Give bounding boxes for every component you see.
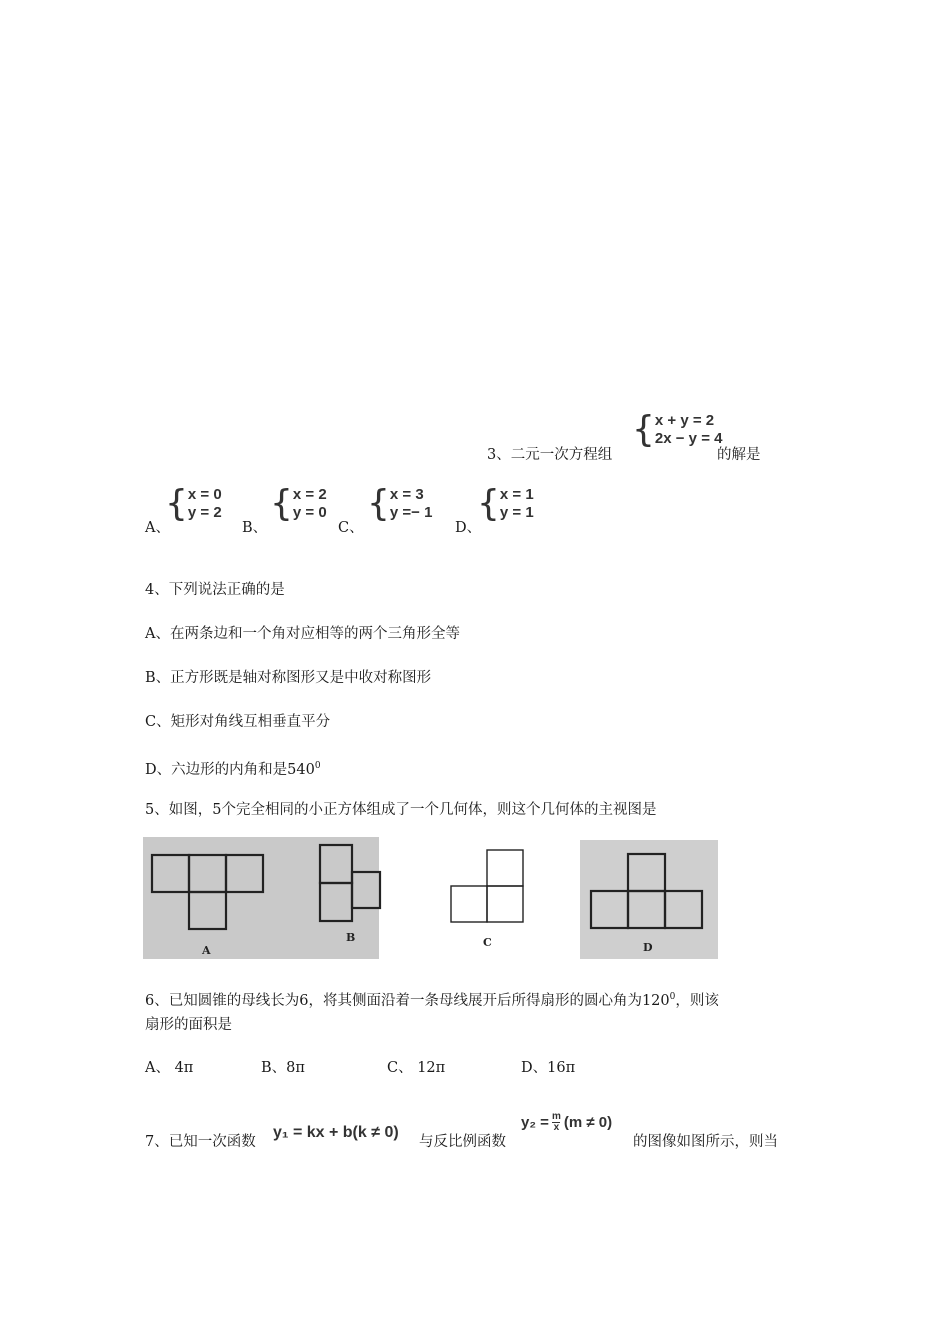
q3-option-d-eq1: x = 1 xyxy=(499,486,534,503)
q4-stem: 4、下列说法正确的是 xyxy=(145,582,285,598)
q4-option-b: B、正方形既是轴对称图形又是中收对称图形 xyxy=(145,670,432,686)
q5-figure-strip xyxy=(143,837,718,959)
q6-option-c: C、 12π xyxy=(387,1060,446,1076)
q5-figure-b xyxy=(320,845,380,921)
q7-suffix: 的图像如图所示，则当 xyxy=(633,1134,778,1150)
q5-figure-d xyxy=(591,854,702,928)
q3-option-a-label: A、 xyxy=(145,520,170,536)
q3-option-d-eq2: y = 1 xyxy=(499,504,534,521)
q3-option-c-label: C、 xyxy=(338,520,364,536)
left-brace-icon: { xyxy=(367,483,390,524)
left-brace-icon: { xyxy=(477,483,500,524)
q3-equation-1: x + y = 2 xyxy=(654,412,715,429)
q4-option-c: C、矩形对角线互相垂直平分 xyxy=(145,714,331,730)
q5-figure-label-d: D xyxy=(643,941,653,954)
q5-figure-label-b: B xyxy=(346,931,356,944)
q6-option-a: A、 4π xyxy=(145,1060,194,1076)
q3-option-a-system xyxy=(165,483,222,524)
q5-figure-c xyxy=(451,850,523,922)
q3-equation-2: 2x − y = 4 xyxy=(654,430,723,447)
q3-option-a-eq2: y = 2 xyxy=(187,504,222,521)
q3-option-b-eq2: y = 0 xyxy=(292,504,327,521)
q5-figure-label-c: C xyxy=(483,936,492,949)
q3-suffix: 的解是 xyxy=(717,447,761,463)
q3-option-b-system xyxy=(270,483,327,524)
q5-figure-a xyxy=(152,855,263,929)
q3-option-c-eq2: y =− 1 xyxy=(389,504,433,521)
q7-func2-fraction xyxy=(552,1112,561,1133)
q3-option-d-label: D、 xyxy=(455,520,482,536)
q5-figure-label-a: A xyxy=(202,944,211,957)
q7-middle: 与反比例函数 xyxy=(419,1134,506,1150)
q3-option-b-label: B、 xyxy=(242,520,268,536)
q3-equation-system xyxy=(632,409,723,450)
q3-option-a-eq1: x = 0 xyxy=(187,486,222,503)
q3-option-c-system xyxy=(367,483,433,524)
left-brace-icon: { xyxy=(270,483,293,524)
q7-func2-lhs: y₂ = xyxy=(521,1114,549,1131)
q6-option-d: D、16π xyxy=(521,1060,576,1076)
left-brace-icon: { xyxy=(632,409,655,450)
q4-option-a: A、在两条边和一个角对应相等的两个三角形全等 xyxy=(145,626,460,642)
q3-prefix: 3、二元一次方程组 xyxy=(487,447,613,463)
q7-func2-denominator: x xyxy=(553,1122,560,1133)
q6-stem-line1 xyxy=(145,987,719,1011)
q7-linear-function: y₁ = kx + b(k ≠ 0) xyxy=(273,1124,399,1141)
q6-stem-part2: ，则该 xyxy=(675,992,719,1009)
q7-func2-numerator: m xyxy=(551,1111,561,1122)
q5-stem: 5、如图，5个完全相同的小正方体组成了一个几何体，则这个几何体的主视图是 xyxy=(145,802,657,818)
q7-prefix: 7、已知一次函数 xyxy=(145,1134,256,1150)
degree-sup: 0 xyxy=(314,761,321,771)
q6-option-b: B、8π xyxy=(261,1060,305,1076)
q5-figures-svg xyxy=(143,837,718,959)
q3-option-d-system xyxy=(477,483,534,524)
degree-sup: 0 xyxy=(669,992,676,1002)
q3-option-b-eq1: x = 2 xyxy=(292,486,327,503)
q3-stem xyxy=(487,445,612,465)
q7-inverse-function xyxy=(521,1112,612,1133)
q3-option-c-eq1: x = 3 xyxy=(389,486,424,503)
q4-option-d-text: D、六边形的内角和是540 xyxy=(145,761,315,778)
q6-stem-line2: 扇形的面积是 xyxy=(145,1017,232,1033)
q6-stem-part1: 6、已知圆锥的母线长为6，将其侧面沿着一条母线展开后所得扇形的圆心角为120 xyxy=(145,992,670,1009)
q7-func2-condition: (m ≠ 0) xyxy=(563,1114,613,1131)
q4-option-d xyxy=(145,756,321,780)
left-brace-icon: { xyxy=(165,483,188,524)
